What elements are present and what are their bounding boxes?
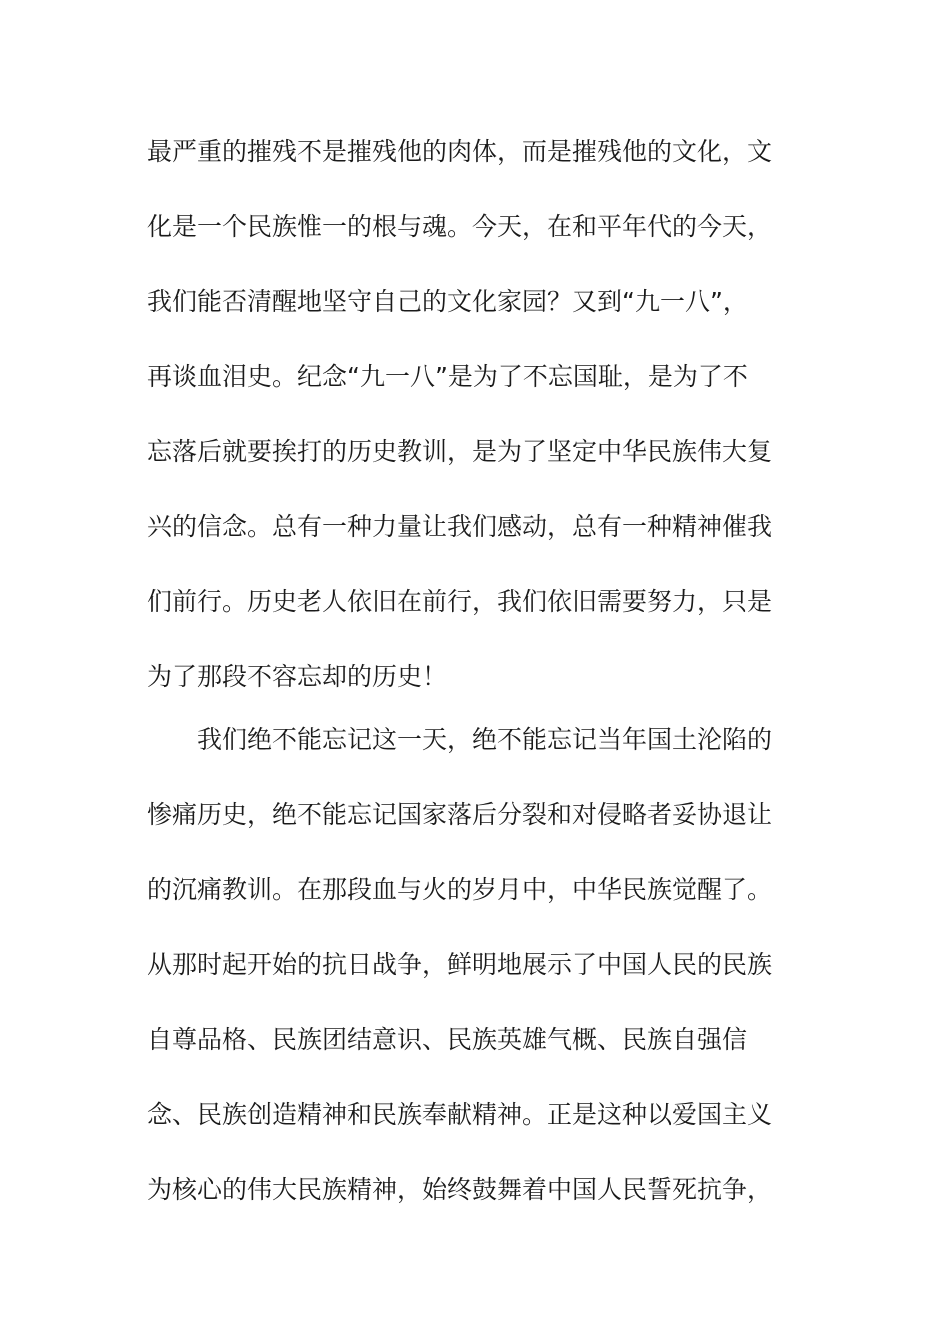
text-line: 最严重的摧残不是摧残他的肉体，而是摧残他的文化，文 — [147, 137, 773, 166]
text-line: 忘落后就要挨打的历史教训，是为了坚定中华民族伟大复 — [147, 437, 773, 466]
text-line: 为核心的伟大民族精神，始终鼓舞着中国人民誓死抗争， — [147, 1175, 773, 1204]
text-line: 再谈血泪史。纪念“九一八”是为了不忘国耻，是为了不 — [147, 362, 748, 391]
text-line: 从那时起开始的抗日战争，鲜明地展示了中国人民的民族 — [147, 950, 773, 979]
text-line: 兴的信念。总有一种力量让我们感动，总有一种精神催我 — [147, 512, 773, 541]
text-line: 念、民族创造精神和民族奉献精神。正是这种以爱国主义 — [147, 1100, 773, 1129]
text-line: 化是一个民族惟一的根与魂。今天，在和平年代的今天， — [147, 212, 773, 241]
text-line: 的沉痛教训。在那段血与火的岁月中，中华民族觉醒了。 — [147, 875, 773, 904]
text-line: 惨痛历史，绝不能忘记国家落后分裂和对侵略者妥协退让 — [147, 800, 773, 829]
text-line: 为了那段不容忘却的历史！ — [147, 662, 448, 691]
text-line: 自尊品格、民族团结意识、民族英雄气概、民族自强信 — [147, 1025, 748, 1054]
text-line: 我们能否清醒地坚守自己的文化家园？又到“九一八”， — [147, 287, 748, 316]
text-line: 我们绝不能忘记这一天，绝不能忘记当年国土沦陷的 — [147, 725, 773, 754]
text-line: 们前行。历史老人依旧在前行，我们依旧需要努力，只是 — [147, 587, 773, 616]
